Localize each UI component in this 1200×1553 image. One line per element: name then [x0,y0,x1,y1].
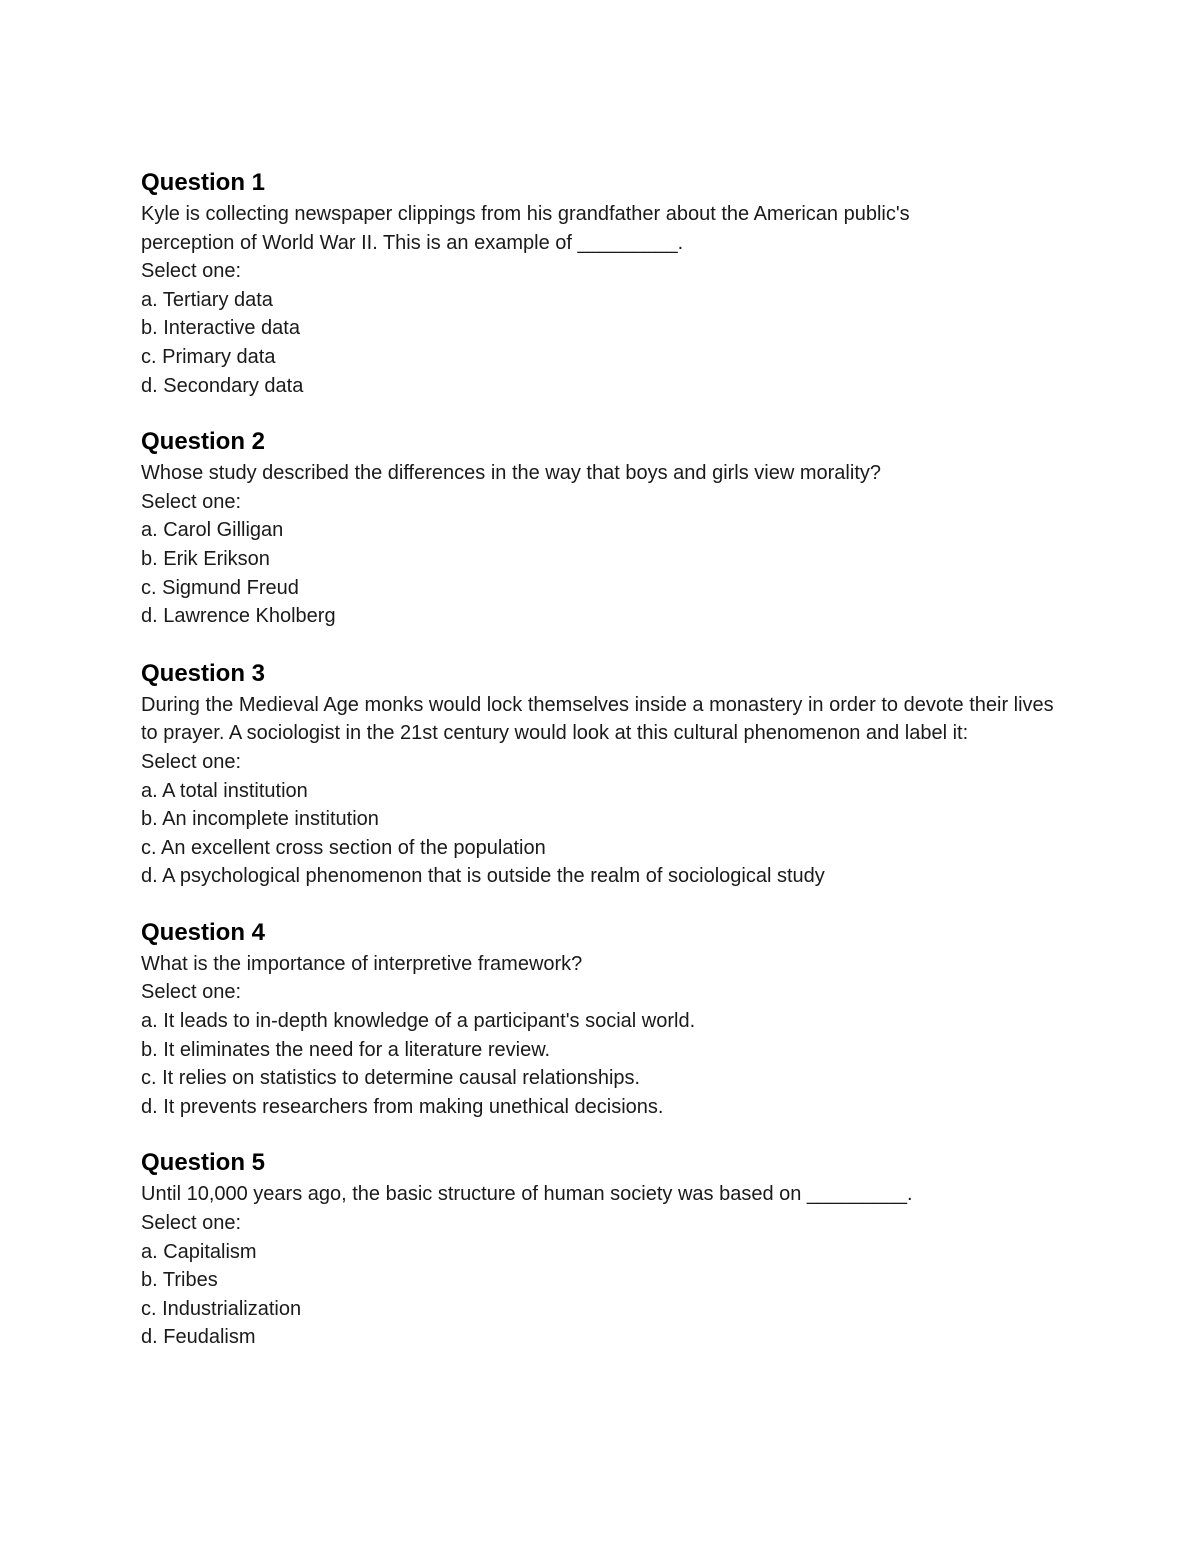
answer-option: b. Interactive data [141,317,300,340]
question-text: What is the importance of interpretive framework? [141,952,583,975]
select-one-label: Select one: [141,490,242,513]
answer-option: b. Erik Erikson [141,547,270,570]
question-title: Question 4 [141,918,266,946]
answer-option: c. It relies on statistics to determine causal relationships. [141,1067,641,1090]
answer-option: c. An excellent cross section of the population [141,836,546,859]
answer-option: a. Capitalism [141,1240,257,1263]
answer-options [141,516,1141,630]
answer-option: b. An incomplete institution [141,808,379,831]
answer-option: d. Lawrence Kholberg [141,605,336,628]
answer-options [141,1238,1141,1352]
select-one-label: Select one: [141,981,242,1004]
answer-option: d. Feudalism [141,1326,256,1349]
answer-option: b. It eliminates the need for a literature review. [141,1038,551,1061]
select-one-label: Select one: [141,260,242,283]
question-block [141,916,1141,1122]
question-block [141,1146,1141,1352]
answer-option: b. Tribes [141,1269,218,1292]
question-title: Question 5 [141,1149,266,1177]
answer-option: d. It prevents researchers from making unethical decisions. [141,1095,664,1118]
answer-option: a. Carol Gilligan [141,519,284,542]
question-title: Question 2 [141,428,266,456]
question-block [141,425,1141,631]
answer-option: a. A total institution [141,779,308,802]
question-text: Kyle is collecting newspaper clippings from his grandfather about the American public's perception of World War II. This is an example of _________. [141,203,910,254]
select-one-label: Select one: [141,1212,242,1235]
answer-options [141,777,1141,891]
answer-option: a. It leads to in-depth knowledge of a participant's social world. [141,1010,696,1033]
answer-options [141,286,1141,400]
question-block [141,166,1141,400]
answer-option: c. Sigmund Freud [141,576,299,599]
answer-option: c. Industrialization [141,1297,302,1320]
question-text: Whose study described the differences in the way that boys and girls view morality? [141,462,881,485]
answer-option: d. A psychological phenomenon that is outside the realm of sociological study [141,865,825,888]
answer-options [141,1007,1141,1121]
question-document [141,166,1141,1352]
question-text: Until 10,000 years ago, the basic structure of human society was based on _________. [141,1183,913,1206]
answer-option: d. Secondary data [141,374,304,397]
question-block [141,657,1141,891]
question-title: Question 3 [141,659,266,687]
question-title: Question 1 [141,169,266,196]
answer-option: a. Tertiary data [141,288,273,311]
answer-option: c. Primary data [141,345,276,368]
question-text: During the Medieval Age monks would lock themselves inside a monastery in order to devote their lives to prayer. A sociologist in the 21st century would look at this cultural phenomenon and label it: [141,693,1054,745]
select-one-label: Select one: [141,750,242,773]
